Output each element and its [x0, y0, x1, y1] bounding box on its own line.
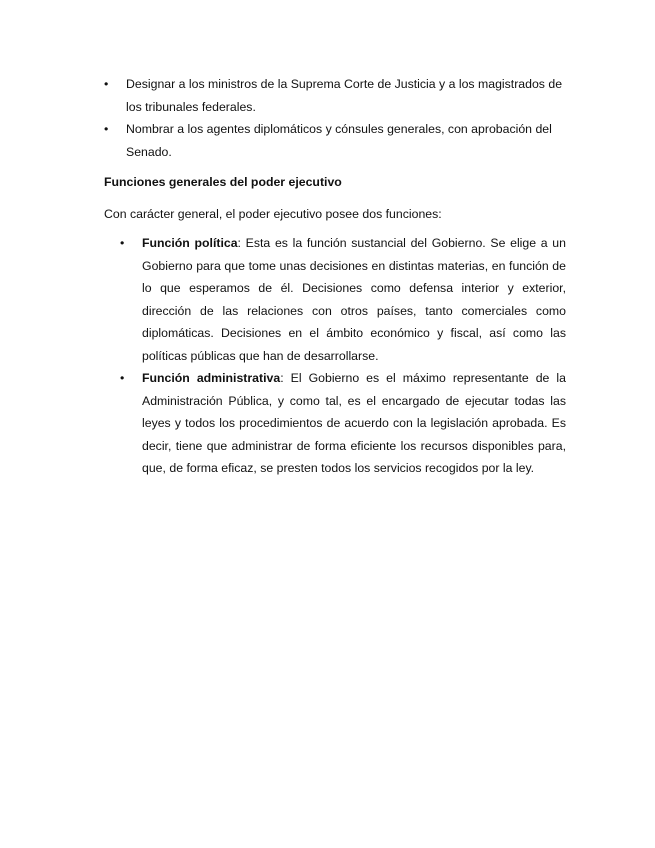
list-item: [104, 73, 566, 118]
function-description: : Esta es la función sustancial del Gobierno. Se elige a un Gobierno para que tome unas decisiones en distintas materias, en función de lo que esperamos de él. Decisiones como defensa interior y exterior, dirección de las relaciones con otros países, tanto comerciales como diplomáticas. Decisiones en el ámbito económico y fiscal, así como las políticas públicas que han de desarrollarse.: [142, 236, 566, 363]
list-item: [120, 367, 566, 480]
function-term: Función política: [142, 236, 238, 250]
list-item-text: Designar a los ministros de la Suprema Corte de Justicia y a los magistrados de los tribunales federales.: [126, 77, 563, 114]
list-item: [120, 232, 566, 367]
intro-paragraph: Con carácter general, el poder ejecutivo posee dos funciones:: [104, 207, 442, 221]
bullet-icon: •: [104, 77, 109, 91]
function-description: : El Gobierno es el máximo representante de la Administración Pública, y como tal, es el encargado de ejecutar todas las leyes y todos los procedimientos de acuerdo con la legislación aprobada. Es decir, tiene que administrar de forma eficiente los recursos disponibles para, que, de forma eficaz, se presten todos los servicios recogidos por la ley.: [142, 371, 566, 475]
function-term: Función administrativa: [142, 371, 281, 385]
functions-list: [120, 232, 566, 480]
list-item: [104, 118, 566, 163]
list-item-text: Nombrar a los agentes diplomáticos y cónsules generales, con aprobación del Senado.: [126, 122, 552, 159]
bullet-icon: •: [120, 236, 125, 250]
powers-list: [104, 73, 566, 163]
section-heading: Funciones generales del poder ejecutivo: [104, 175, 342, 189]
bullet-icon: •: [120, 371, 125, 385]
bullet-icon: •: [104, 122, 109, 136]
